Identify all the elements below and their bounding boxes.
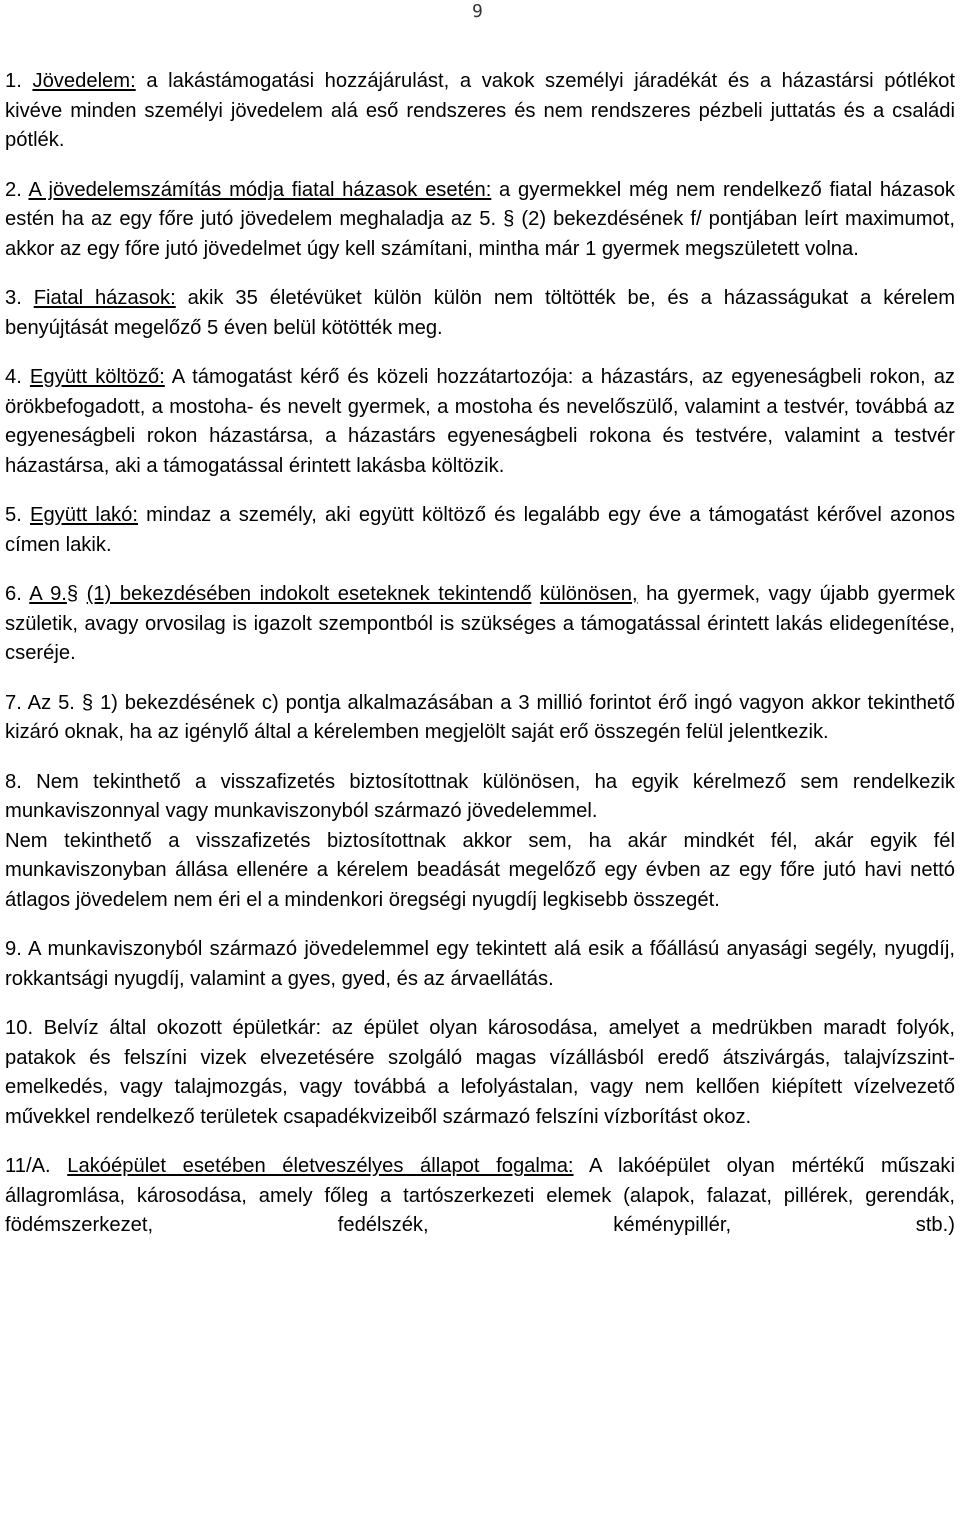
definition-8-second	[5, 827, 955, 916]
definition-11a	[5, 1152, 955, 1241]
item-number: 2.	[5, 178, 22, 201]
definition-1	[5, 67, 955, 156]
defined-term: A jövedelemszámítás módja fiatal házasok esetén:	[28, 178, 492, 201]
item-number: 3.	[5, 287, 22, 309]
underlined-word: különösen,	[539, 583, 638, 605]
definition-3	[5, 284, 955, 343]
document-body	[5, 67, 955, 1261]
definition-2	[5, 176, 955, 265]
page-number: 9	[472, 1, 483, 22]
item-number: 5.	[5, 504, 22, 526]
definition-text: Nem tekinthető a visszafizetés biztosítottnak akkor sem, ha akár mindkét fél, akár egyik fél munkaviszonyban állása ellenére a kérelem beadását megelőző egy évben az egy főre jutó havi nettó átlagos jövedelem nem éri el a mindenkori öregségi nyugdíj legkisebb összegét.	[5, 829, 955, 911]
section-sign: §	[66, 583, 79, 605]
defined-term: Fiatal házasok:	[33, 287, 176, 309]
definition-6	[5, 580, 955, 669]
underlined-phrase: (1) bekezdésében indokolt eseteknek tekintendő	[86, 583, 532, 605]
definition-7	[5, 689, 955, 748]
definition-text: A lakóépület olyan mértékű műszaki állagromlása, károsodása, amely főleg a tartószerkezeti elemek (alapok, falazat, pillérek, gerendák, födémszerkezet, fedélszék, kéménypillér, stb.)	[5, 1155, 955, 1236]
definition-9	[5, 935, 955, 994]
defined-term: Lakóépület esetében életveszélyes állapot fogalma:	[67, 1155, 574, 1177]
definition-8-first	[5, 768, 955, 827]
item-number: 11/A.	[5, 1155, 51, 1177]
definition-text: a lakástámogatási hozzájárulást, a vakok személyi járadékát és a házastársi pótlékot kivéve minden személyi jövedelem alá eső rendszeres és nem rendszeres pézbeli juttatás és a családi pótlék.	[5, 70, 955, 151]
item-number: 6.	[5, 583, 22, 605]
definition-text: 10. Belvíz által okozott épületkár: az épület olyan károsodása, amelyet a medrükben maradt folyók, patakok és felszíni vizek elvezetésére szolgáló magas vízállásból eredő átszivárgás, talajvízszint-emelkedés, vagy talajmozgás, vagy továbbá a lefolyástalan, vagy nem kellően kiépített vízelvezető művekkel rendelkező területek csapadékvizeiből származó felszíni vízborítást okoz.	[5, 1017, 955, 1128]
section-reference: A 9.	[29, 583, 67, 605]
definition-text: akik 35 életévüket külön külön nem töltötték be, és a házasságukat a kérelem benyújtását megelőző 5 éven belül kötötték meg.	[5, 287, 956, 339]
definition-5	[5, 501, 955, 560]
definition-text: 8. Nem tekinthető a visszafizetés biztosítottnak különösen, ha egyik kérelmező sem rendelkezik munkaviszonnyal vagy munkaviszonyból származó jövedelemmel.	[5, 770, 955, 822]
defined-term: Együtt költöző:	[29, 366, 165, 388]
definition-text: A támogatást kérő és közeli hozzátartozója: a házastárs, az egyeneságbeli rokon, az örökbefogadott, a mostoha- és nevelt gyermek, a mostoha és nevelőszülő, valamint a testvér, továbbá az egyeneságbeli rokon házastársa, a házastárs egyeneságbeli rokona és testvére, valamint a testvér házastársa, aki a támogatással érintett lakásba költözik.	[5, 366, 956, 477]
definition-text: 7. Az 5. § 1) bekezdésének c) pontja alkalmazásában a 3 millió forintot érő ingó vagyon akkor tekinthető kizáró oknak, ha az igénylő által a kérelemben megjelölt saját erő összegén felül jelentkezik.	[5, 691, 955, 743]
definition-text: mindaz a személy, aki együtt költöző és legalább egy éve a támogatást kérővel azonos címen lakik.	[5, 504, 956, 556]
definition-text: 9. A munkaviszonyból származó jövedelemmel egy tekintett alá esik a főállású anyasági segély, nyugdíj, rokkantsági nyugdíj, valamint a gyes, gyed, és az árvaellátás.	[5, 938, 955, 990]
definition-text: a gyermekkel még nem rendelkező fiatal házasok estén ha az egy főre jutó jövedelem meghaladja az 5. § (2) bekezdésének f/ pontjában leírt maximumot, akkor az egy főre jutó jövedelmet úgy kell számítani, mintha már 1 gyermek megszületett volna.	[5, 178, 956, 260]
defined-term: Együtt lakó:	[29, 504, 138, 526]
item-number: 1.	[5, 70, 22, 92]
definition-10	[5, 1014, 955, 1132]
item-number: 4.	[5, 366, 22, 388]
defined-term: Jövedelem:	[32, 70, 136, 92]
definition-4	[5, 363, 955, 481]
definition-text: ha gyermek, vagy újabb gyermek születik, avagy orvosilag is igazolt szempontból is szükséges a támogatással érintett lakás elidegenítése, cseréje.	[5, 583, 955, 664]
